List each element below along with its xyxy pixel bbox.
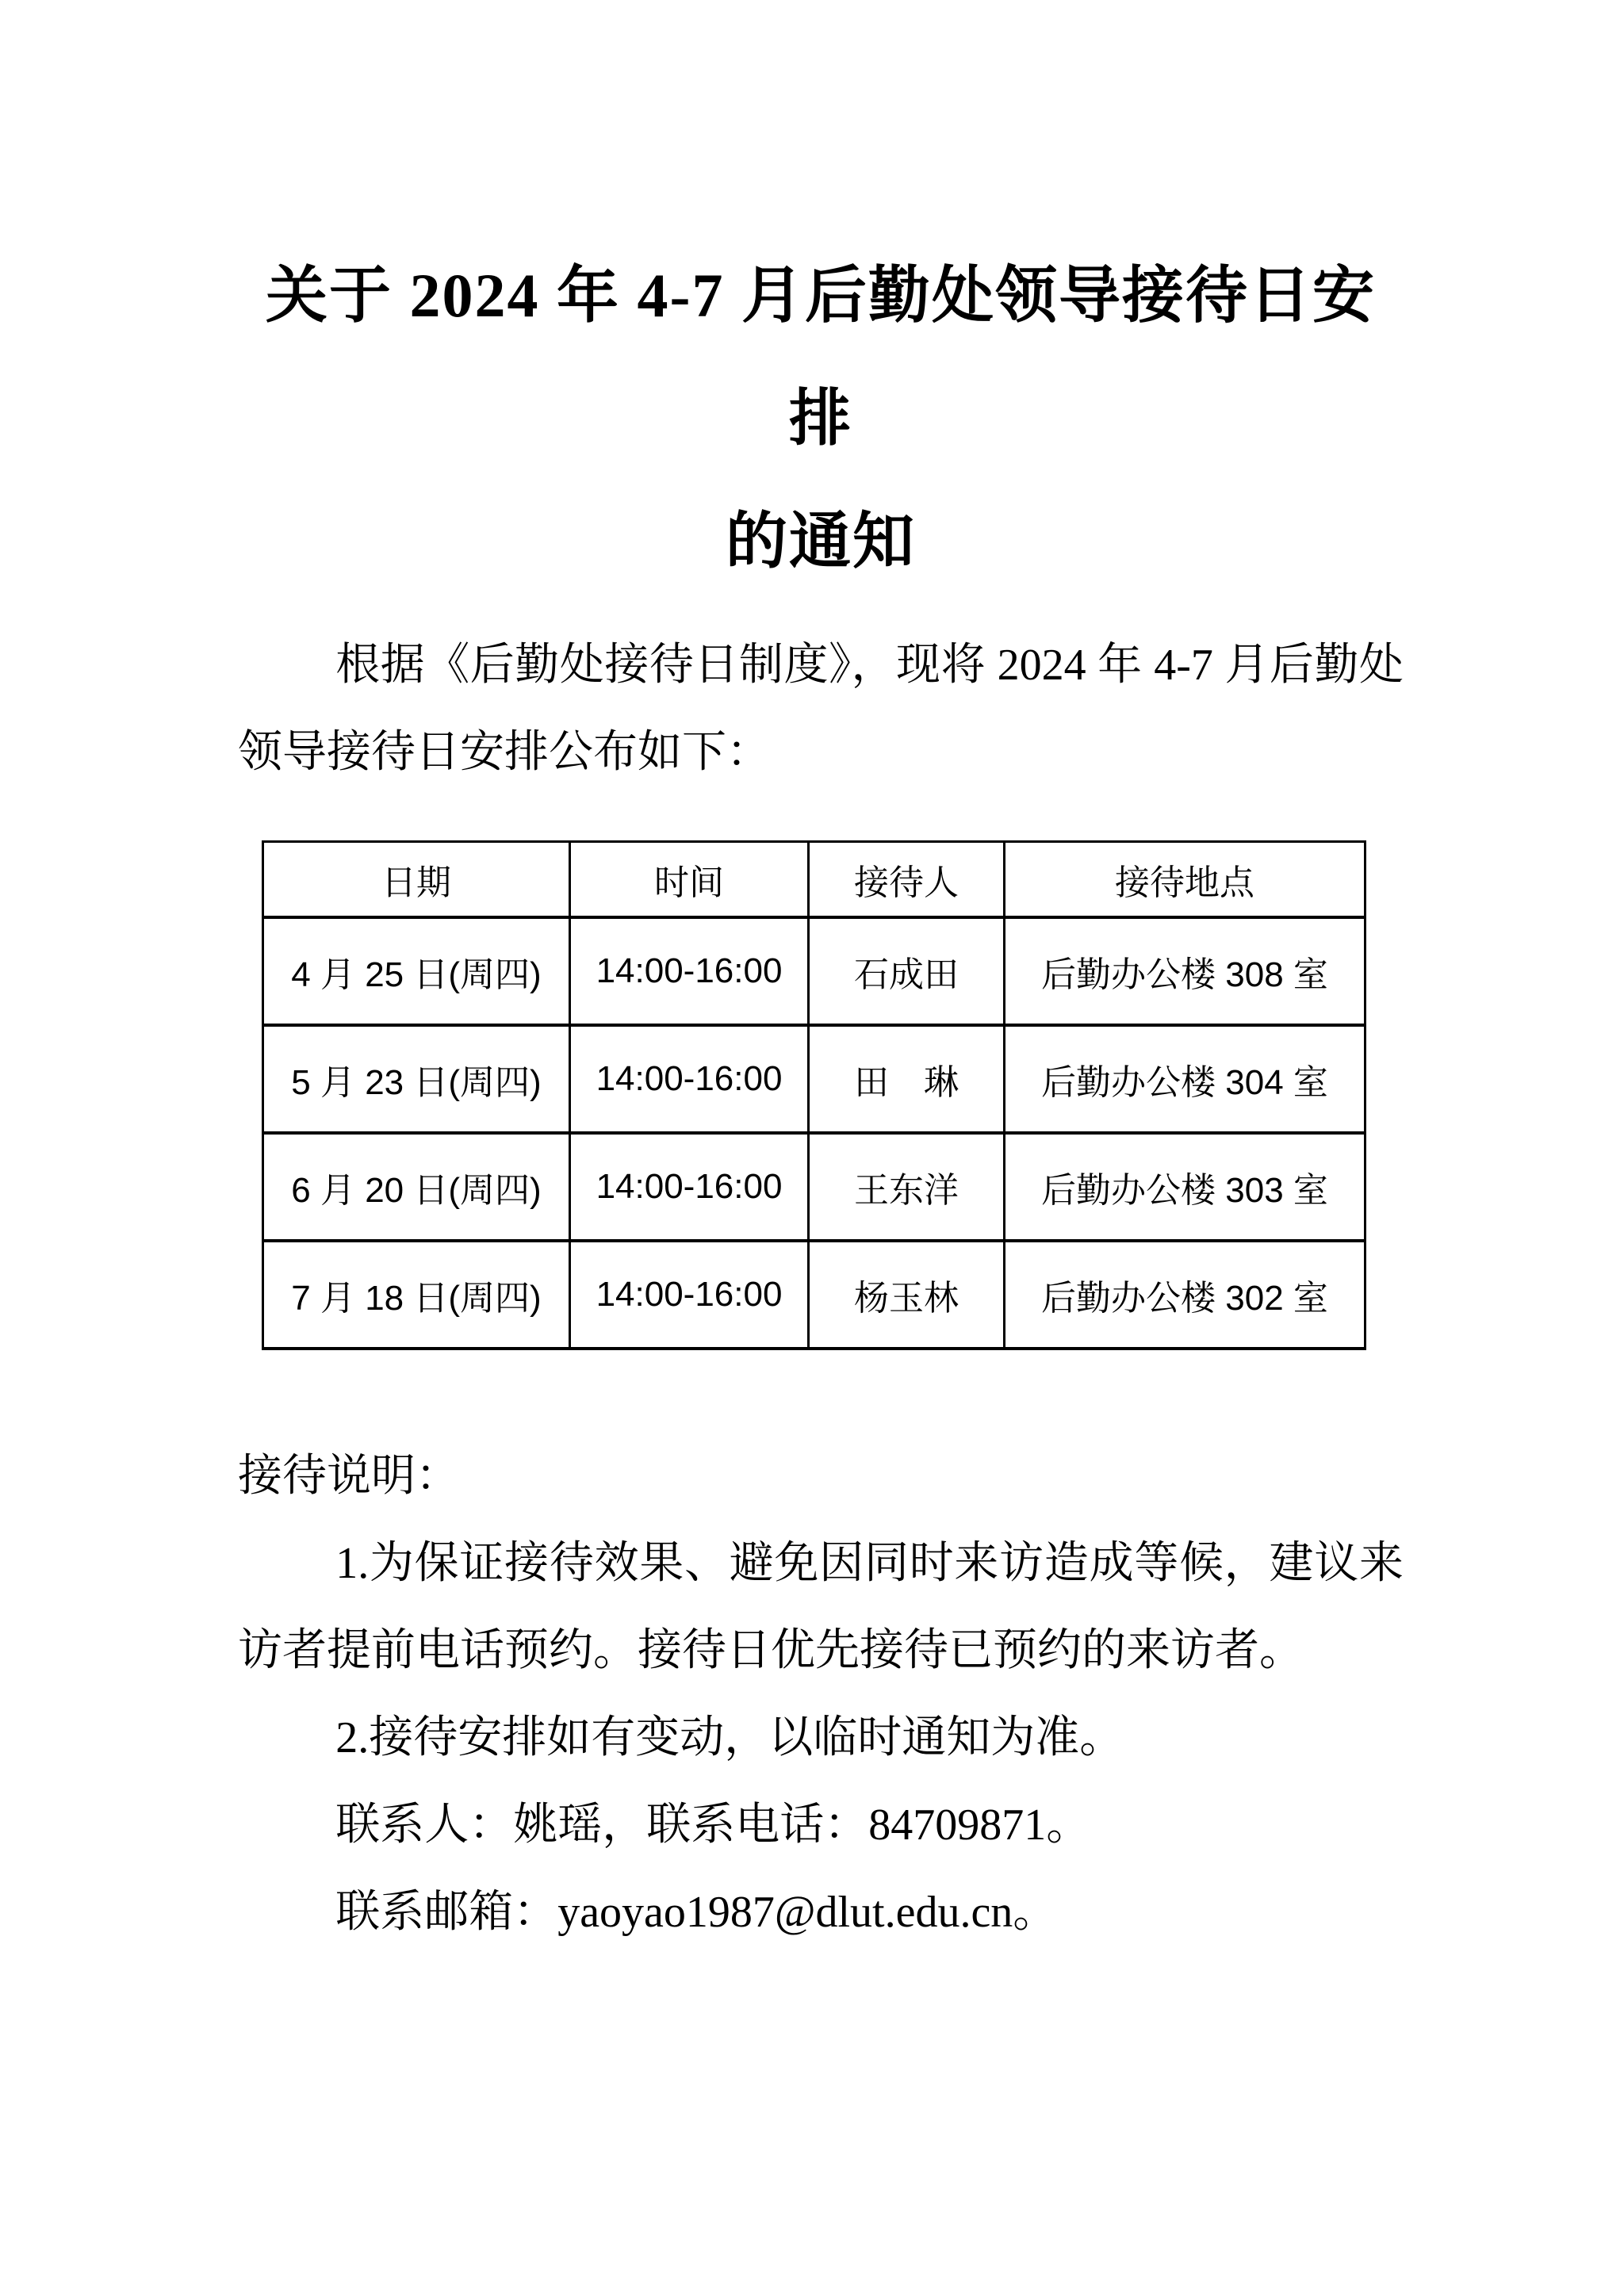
cell-receptionist: 杨玉林 — [809, 1241, 1005, 1349]
table-row — [263, 1025, 1365, 1133]
cell-receptionist: 石成田 — [809, 917, 1005, 1025]
cell-time: 14:00-16:00 — [570, 1241, 809, 1349]
title-line-1: 关于 2024 年 4-7 月后勤处领导接待日安排 — [266, 261, 1376, 453]
email-line: 联系邮箱：yaoyao1987@dlut.edu.cn。 — [335, 1888, 1058, 1937]
cell-date: 7 月 18 日(周四) — [263, 1241, 570, 1349]
schedule-table-body — [263, 917, 1365, 1349]
table-row — [263, 1133, 1365, 1241]
cell-date: 5 月 23 日(周四) — [263, 1025, 570, 1133]
cell-location: 后勤办公楼 302 室 — [1005, 1241, 1365, 1349]
cell-time: 14:00-16:00 — [570, 1133, 809, 1241]
table-row — [263, 1241, 1365, 1349]
header-time: 时间 — [570, 842, 809, 918]
cell-receptionist: 田 琳 — [809, 1025, 1005, 1133]
notes-title: 接待说明： — [238, 1452, 460, 1501]
page-title — [238, 234, 1404, 603]
cell-receptionist: 王东洋 — [809, 1133, 1005, 1241]
contact-line: 联系人：姚瑶，联系电话：84709871。 — [335, 1800, 1091, 1850]
intro-paragraph: 根据《后勤处接待日制度》，现将 2024 年 4-7 月后勤处领导接待日安排公布如下： — [238, 641, 1404, 777]
header-location: 接待地点 — [1005, 842, 1365, 918]
reception-notes — [238, 1433, 1404, 1956]
reception-schedule-table — [262, 840, 1366, 1350]
cell-location: 后勤办公楼 304 室 — [1005, 1025, 1365, 1133]
note-item-1: 1.为保证接待效果、避免因同时来访造成等候，建议来访者提前电话预约。接待日优先接待已预约的来访者。 — [238, 1539, 1404, 1675]
table-row — [263, 917, 1365, 1025]
cell-location: 后勤办公楼 303 室 — [1005, 1133, 1365, 1241]
note-item-2: 2.接待安排如有变动，以临时通知为准。 — [335, 1713, 1124, 1762]
cell-time: 14:00-16:00 — [570, 1025, 809, 1133]
title-line-2: 的通知 — [725, 507, 916, 576]
cell-location: 后勤办公楼 308 室 — [1005, 917, 1365, 1025]
cell-time: 14:00-16:00 — [570, 917, 809, 1025]
header-receptionist: 接待人 — [809, 842, 1005, 918]
cell-date: 4 月 25 日(周四) — [263, 917, 570, 1025]
cell-date: 6 月 20 日(周四) — [263, 1133, 570, 1241]
header-date: 日期 — [263, 842, 570, 918]
table-header-row — [263, 842, 1365, 918]
